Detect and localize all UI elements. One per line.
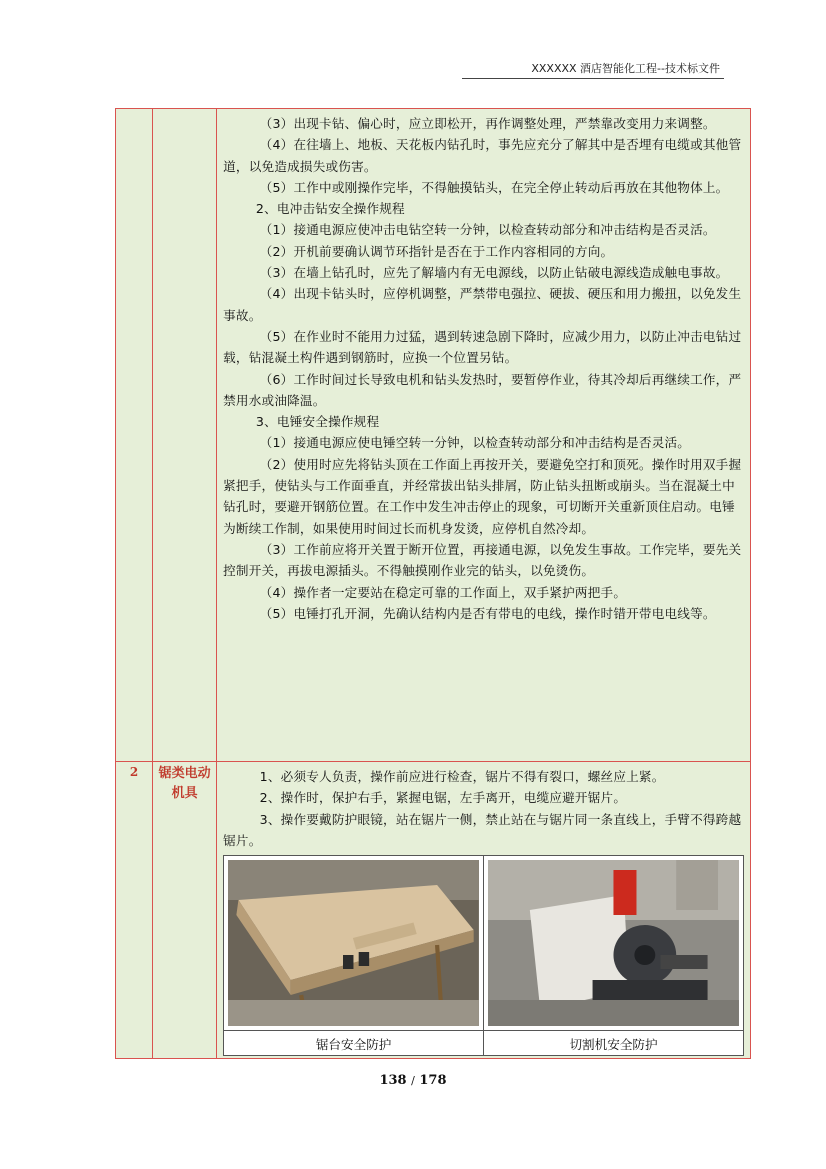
- paragraph: （3）工作前应将开关置于断开位置，再接通电源，以免发生事故。工作完毕，要先关控制开关，再拔电源插头。不得触摸刚作业完的钻头，以免烫伤。: [223, 541, 742, 579]
- document-header: XXXXXX 酒店智能化工程--技术标文件: [531, 62, 720, 75]
- saw-table-photo: [228, 860, 479, 1026]
- paragraph: 1、必须专人负责，操作前应进行检查，锯片不得有裂口，螺丝应上紧。: [259, 769, 665, 784]
- total-pages: 178: [419, 1073, 447, 1088]
- row-number-cell: [116, 109, 153, 762]
- row-number-cell: 2: [116, 762, 153, 1059]
- photo-caption: 锯台安全防护: [224, 1031, 484, 1056]
- paragraph: （1）接通电源应使电锤空转一分钟，以检查转动部分和冲击结构是否灵活。: [259, 435, 691, 451]
- photo-cell: [484, 856, 744, 1031]
- paragraph: （4）在往墙上、地板、天花板内钻孔时，事先应充分了解其中是否埋有电缆或其他管道，以免造成损失或伤害。: [223, 137, 742, 174]
- cutting-machine-photo: [488, 860, 739, 1026]
- paragraph: （5）电锤打孔开洞，先确认结构内是否有带电的电线，操作时错开带电电线等。: [259, 605, 716, 621]
- paragraph: 3、操作要戴防护眼镜，站在锯片一侧，禁止站在与锯片同一条直线上，手臂不得跨越锯片。: [223, 811, 742, 848]
- paragraph: （6）工作时间过长导致电机和钻头发热时，要暂停作业，待其冷却后再继续工作，严禁用水或油降温。: [223, 371, 742, 408]
- paragraph: （5）工作中或刚操作完毕，不得触摸钻头，在完全停止转动后再放在其他物体上。: [259, 179, 729, 195]
- paragraph: （3）出现卡钻、偏心时，应立即松开，再作调整处理，严禁靠改变用力来调整。: [259, 116, 716, 131]
- page-separator: /: [411, 1074, 415, 1087]
- header-divider: [462, 78, 724, 79]
- row-content-cell: [217, 762, 751, 1059]
- paragraph: （1）接通电源应使冲击电钻空转一分钟，以检查转动部分和冲击结构是否灵活。: [259, 222, 716, 238]
- table-row: [116, 762, 751, 1059]
- page-number: [0, 1073, 826, 1088]
- paragraph: （2）使用时应先将钻头顶在工作面上再按开关，要避免空打和顶死。操作时用双手握紧把手，使钻头与工作面垂直，并经常拔出钻头排屑，防止钻头扭断或崩头。当在混凝土中钻孔时，要避开钢筋位置。在工作中发生冲击停止的现象，可切断开关重新顶住启动。电锤为断续工作制，如果使用时间过长而机身发烫，应停机自然冷却。: [223, 456, 742, 536]
- section-heading: 2、电冲击钻安全操作规程: [255, 201, 405, 217]
- photo-table: [223, 855, 744, 1056]
- paragraph: （4）操作者一定要站在稳定可靠的工作面上，双手紧护两把手。: [259, 584, 627, 600]
- row-name-cell: 锯类电动机具: [153, 762, 217, 1059]
- table-row: [116, 109, 751, 762]
- photo-cell: [224, 856, 484, 1031]
- paragraph: （2）开机前要确认调节环指针是否在于工作内容相同的方向。: [259, 243, 614, 259]
- row-content-cell: [217, 109, 751, 762]
- row-name-cell: [153, 109, 217, 762]
- current-page: 138: [379, 1073, 407, 1088]
- safety-procedures-table: [115, 108, 751, 1059]
- paragraph: 2、操作时，保护右手，紧握电锯，左手离开，电缆应避开锯片。: [259, 790, 627, 806]
- photo-caption: 切割机安全防护: [484, 1031, 744, 1056]
- paragraph: （4）出现卡钻头时，应停机调整，严禁带电强拉、硬拔、硬压和用力搬扭，以免发生事故。: [223, 286, 742, 323]
- paragraph: （3）在墙上钻孔时，应先了解墙内有无电源线，以防止钻破电源线造成触电事故。: [259, 265, 729, 281]
- section-heading: 3、电锤安全操作规程: [255, 414, 380, 430]
- paragraph: （5）在作业时不能用力过猛，遇到转速急剧下降时，应减少用力，以防止冲击电钻过载，钻混凝土构件遇到钢筋时，应换一个位置另钻。: [223, 328, 742, 366]
